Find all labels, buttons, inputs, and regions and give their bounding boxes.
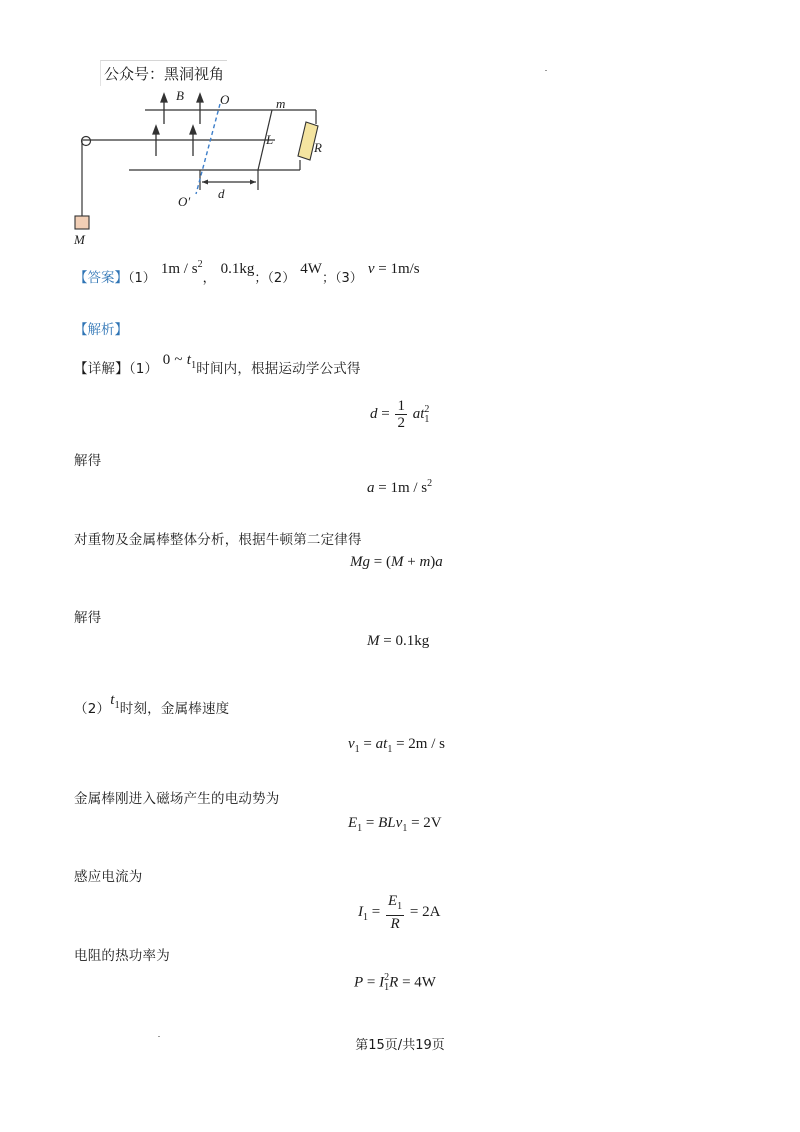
answer-line: 【答案】（1） $1m / s^2$， 0.1kg；（2） 4W；（3） v = 1m/s [74, 259, 420, 286]
equation-3: Mg = (M + m)a [350, 554, 443, 570]
detail-line: 【详解】（1） 0 ~ $t_1$时间内，根据运动学公式得 [74, 352, 361, 377]
equation-2: $a = 1m / s^2$ [367, 478, 433, 496]
label-M: M [74, 232, 85, 247]
answer-tag: 【答案】 [74, 270, 128, 286]
speck [545, 70, 547, 71]
label-O-prime: O′ [178, 194, 191, 209]
equation-8: P = I 2 1 R = 4W [354, 972, 436, 993]
power-text: 电阻的热功率为 [74, 948, 170, 964]
newton-text: 对重物及金属棒整体分析，根据牛顿第二定律得 [74, 532, 362, 548]
label-R: R [314, 140, 322, 155]
answer-1b: 0.1kg [220, 261, 255, 277]
part2-line: $(2)t_1$时刻，金属棒速度 [74, 692, 230, 717]
solve-text-2: 解得 [74, 610, 102, 626]
label-d: d [218, 186, 225, 201]
physics-figure [62, 86, 332, 250]
label-O: O [220, 92, 230, 107]
detail-tag: 【详解】 [74, 361, 129, 377]
label-L: L [266, 132, 274, 147]
answer-2: 4W [300, 261, 322, 277]
answer-1a: $1m / s^2$ [160, 259, 203, 277]
header-watermark [100, 60, 227, 86]
mass-block [75, 216, 89, 229]
analysis-tag: 【解析】 [74, 322, 128, 338]
pulley [82, 137, 91, 146]
current-text: 感应电流为 [74, 869, 143, 885]
emf-text: 金属棒刚进入磁场产生的电动势为 [74, 791, 280, 807]
page-number: 第15页/共19页 [355, 1038, 445, 1053]
watermark-text: 公众号：黑洞视角 [104, 65, 225, 83]
equation-5: $v_1 = at_1 = 2m / s$ [348, 736, 445, 755]
equation-6: $E_1 = BLv_1 = 2V$ [348, 815, 442, 834]
solve-text-1: 解得 [74, 453, 102, 469]
answer-3: v = 1m/s [367, 261, 420, 277]
label-B: B [176, 88, 184, 103]
equation-1: d = $\frac{1}{2}$ at 2 1 [370, 398, 430, 431]
label-m: m [276, 96, 286, 111]
equation-7: $I_1$ = $\frac{E_1}{R}$ = 2A [358, 893, 441, 932]
equation-4: M = 0.1kg [367, 633, 430, 649]
